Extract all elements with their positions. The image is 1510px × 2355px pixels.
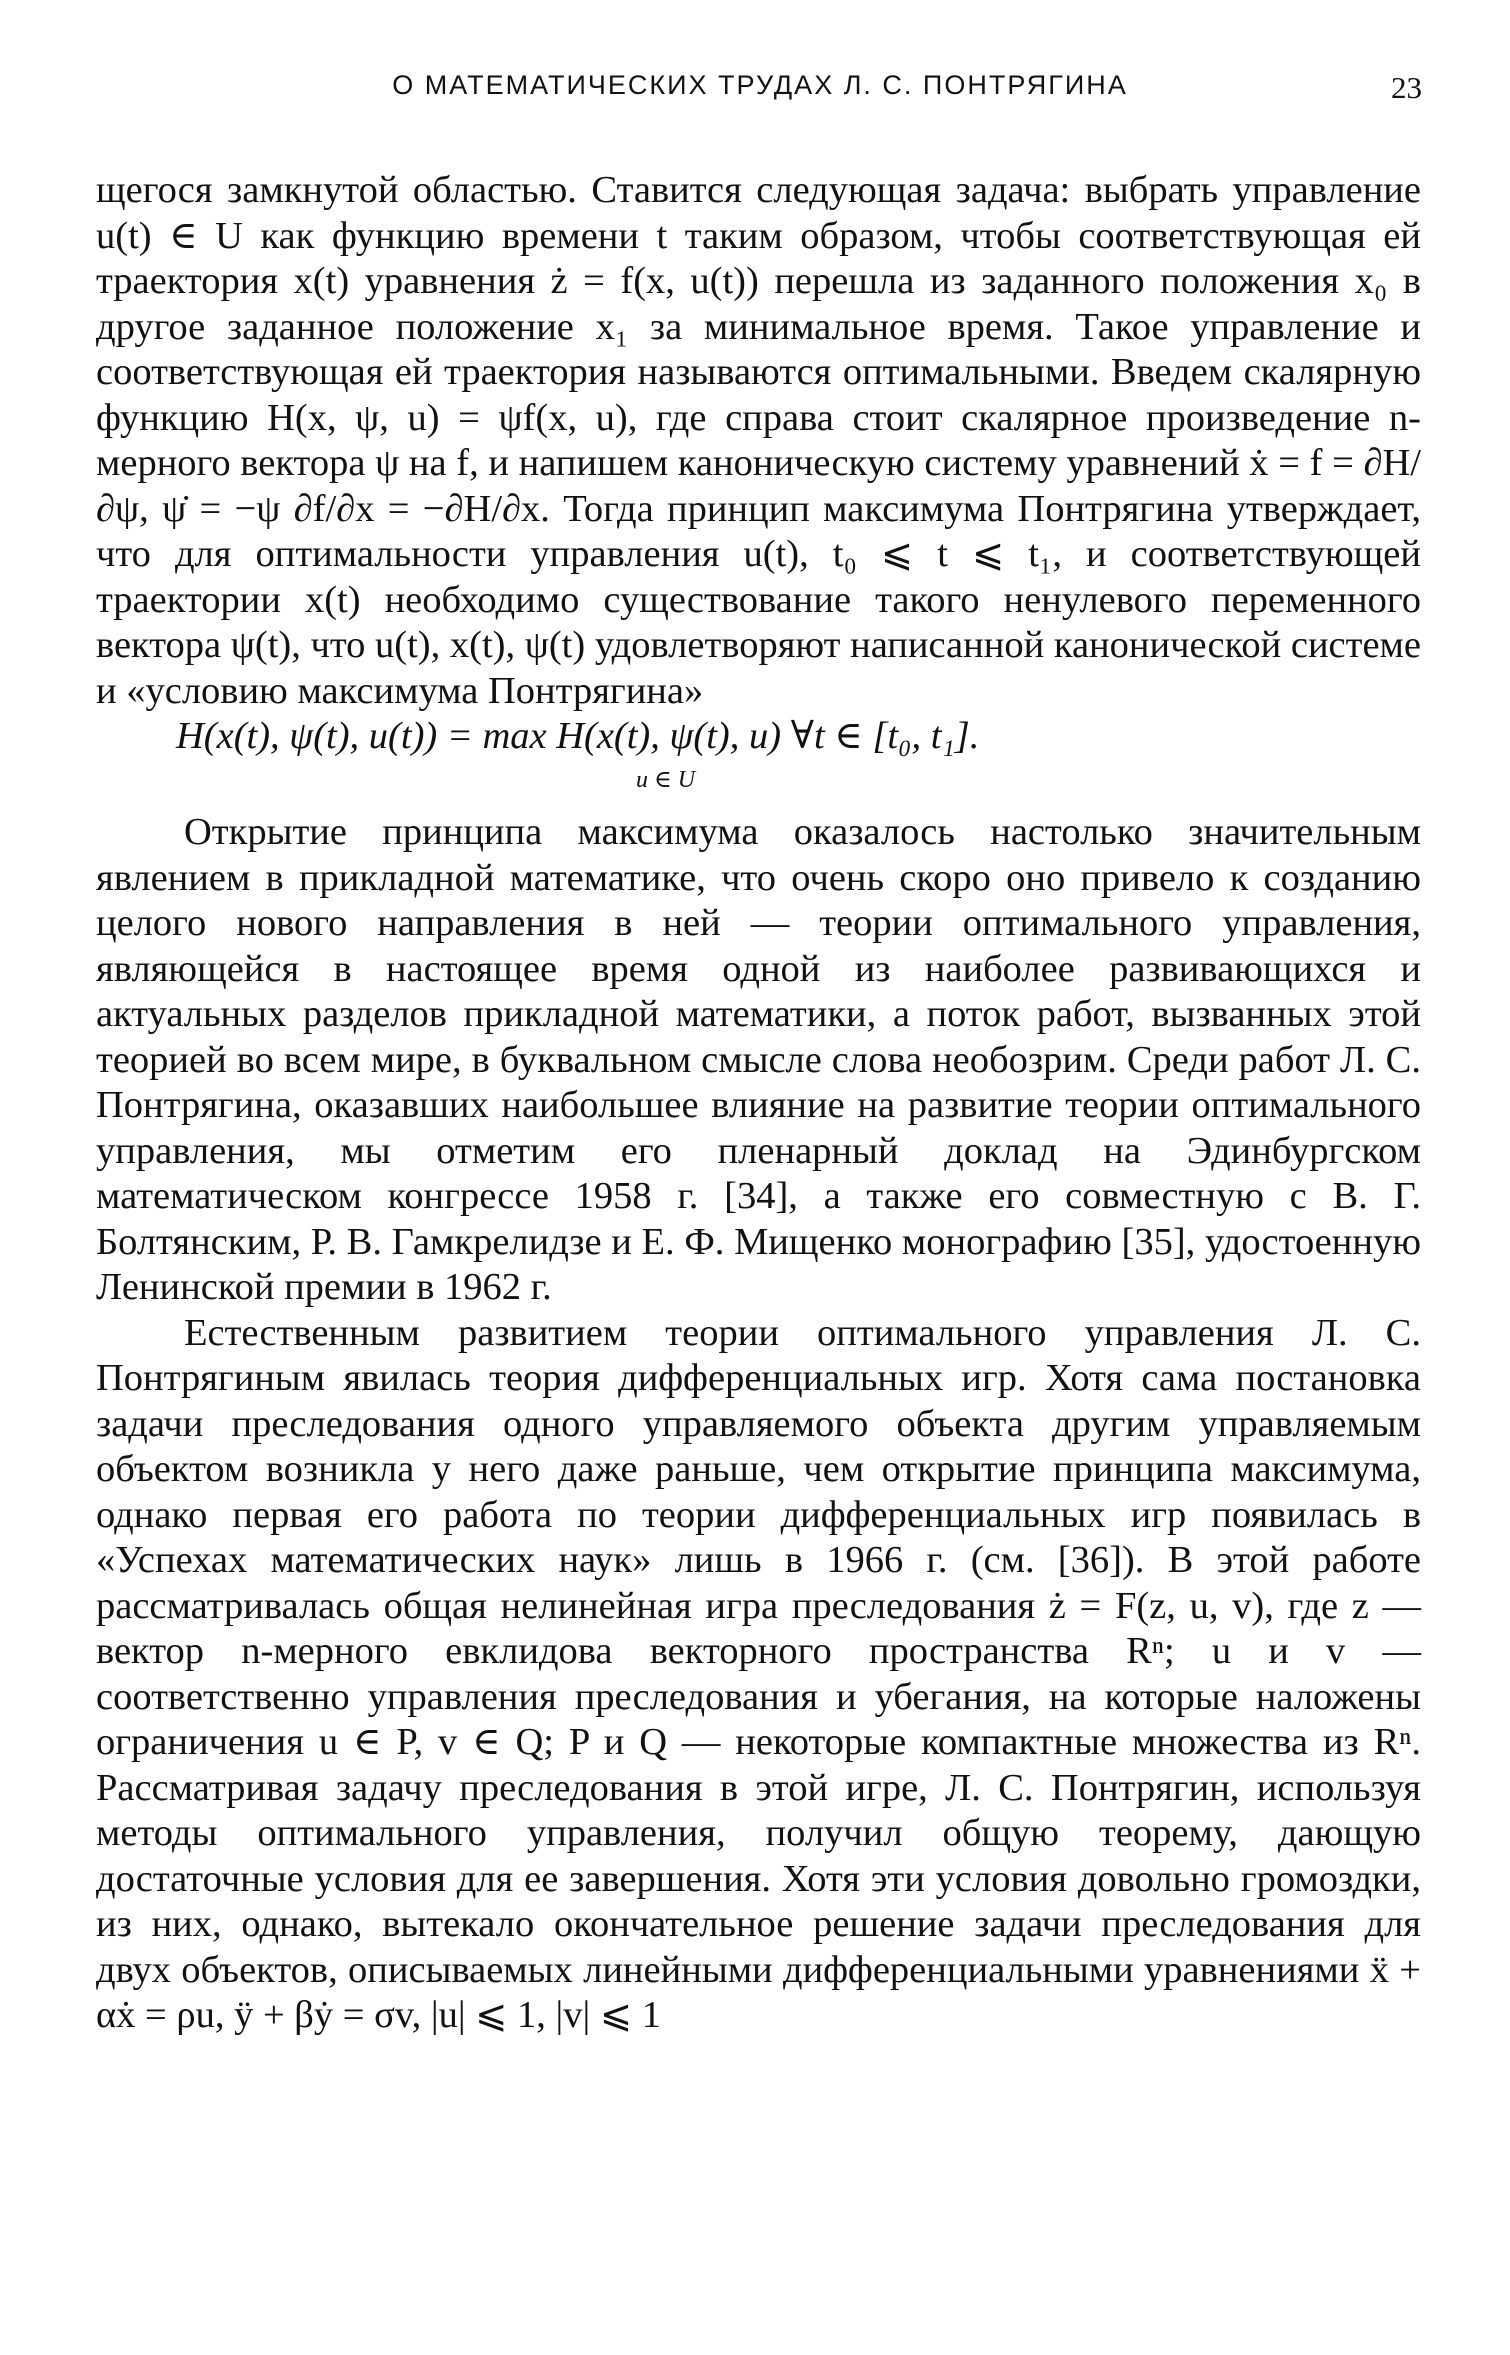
maximum-principle-formula: [96, 714, 1421, 810]
paragraph-1: щегося замкнутой областью. Ставится следующая задача: выбрать управление u(t) ∈ U как функцию времени t таким образом, чтобы соответствующая ей траектория x(t) уравнения ż = f(x, u(t)) перешла из заданного положения x₀ в другое заданное положение x₁ за минимальное время. Такое управление и соответствующая ей траектория называются оптимальными. Введем скалярную функцию H(x, ψ, u) = ψf(x, u), где справа стоит скалярное произведение n-мерного вектора ψ на f, и напишем каноническую систему уравнений ẋ = f = ∂H/∂ψ, ψ̇ = −ψ ∂f/∂x = −∂H/∂x. Тогда принцип максимума Понтрягина утверждает, что для оптимальности управления u(t), t₀ ⩽ t ⩽ t₁, и соответствующей траектории x(t) необходимо существование такого ненулевого переменного вектора ψ(t), что u(t), x(t), ψ(t) удовлетворяют написанной канонической системе и «условию максимума Понтрягина»: [96, 169, 1421, 712]
running-head: [98, 70, 1422, 120]
formula-subscript: u ∈ U: [636, 767, 696, 793]
formula-main: H(x(t), ψ(t), u(t)) = max H(x(t), ψ(t), u) ∀t ∈ [t₀, t₁].: [176, 715, 980, 757]
body-text: [96, 168, 1421, 2039]
paragraph-2: Открытие принципа максимума оказалось настолько значительным явлением в прикладной математике, что очень скоро оно привело к созданию целого нового направления в ней — теории оптимального управления, являющейся в настоящее время одной из наиболее развивающихся и актуальных разделов прикладной математики, а поток работ, вызванных этой теорией во всем мире, в буквальном смысле слова необозрим. Среди работ Л. С. Понтрягина, оказавших наибольшее влияние на развитие теории оптимального управления, мы отметим его пленарный доклад на Эдинбургском математическом конгрессе 1958 г. [34], а также его совместную с В. Г. Болтянским, Р. В. Гамкрелидзе и Е. Ф. Мищенко монографию [35], удостоенную Ленинской премии в 1962 г.: [96, 811, 1421, 1308]
paragraph-3: Естественным развитием теории оптимального управления Л. С. Понтрягиным явилась теория дифференциальных игр. Хотя сама постановка задачи преследования одного управляемого объекта другим управляемым объектом возникла у него даже раньше, чем открытие принципа максимума, однако первая его работа по теории дифференциальных игр появилась в «Успехах математических наук» лишь в 1966 г. (см. [36]). В этой работе рассматривалась общая нелинейная игра преследования ż = F(z, u, v), где z — вектор n-мерного евклидова векторного пространства Rⁿ; u и v — соответственно управления преследования и убегания, на которые наложены ограничения u ∈ P, v ∈ Q; P и Q — некоторые компактные множества из Rⁿ. Рассматривая задачу преследования в этой игре, Л. С. Понтрягин, используя методы оптимального управления, получил общую теорему, дающую достаточные условия для ее завершения. Хотя эти условия довольно громоздки, из них, однако, вытекало окончательное решение задачи преследования для двух объектов, описываемых линейными дифференциальными уравнениями ẍ + αẋ = ρu, ÿ + βẏ = σv, |u| ⩽ 1, |v| ⩽ 1: [96, 1311, 1421, 2036]
page-number: 23: [1391, 70, 1422, 105]
running-title: О МАТЕМАТИЧЕСКИХ ТРУДАХ Л. С. ПОНТРЯГИНА: [392, 70, 1128, 100]
